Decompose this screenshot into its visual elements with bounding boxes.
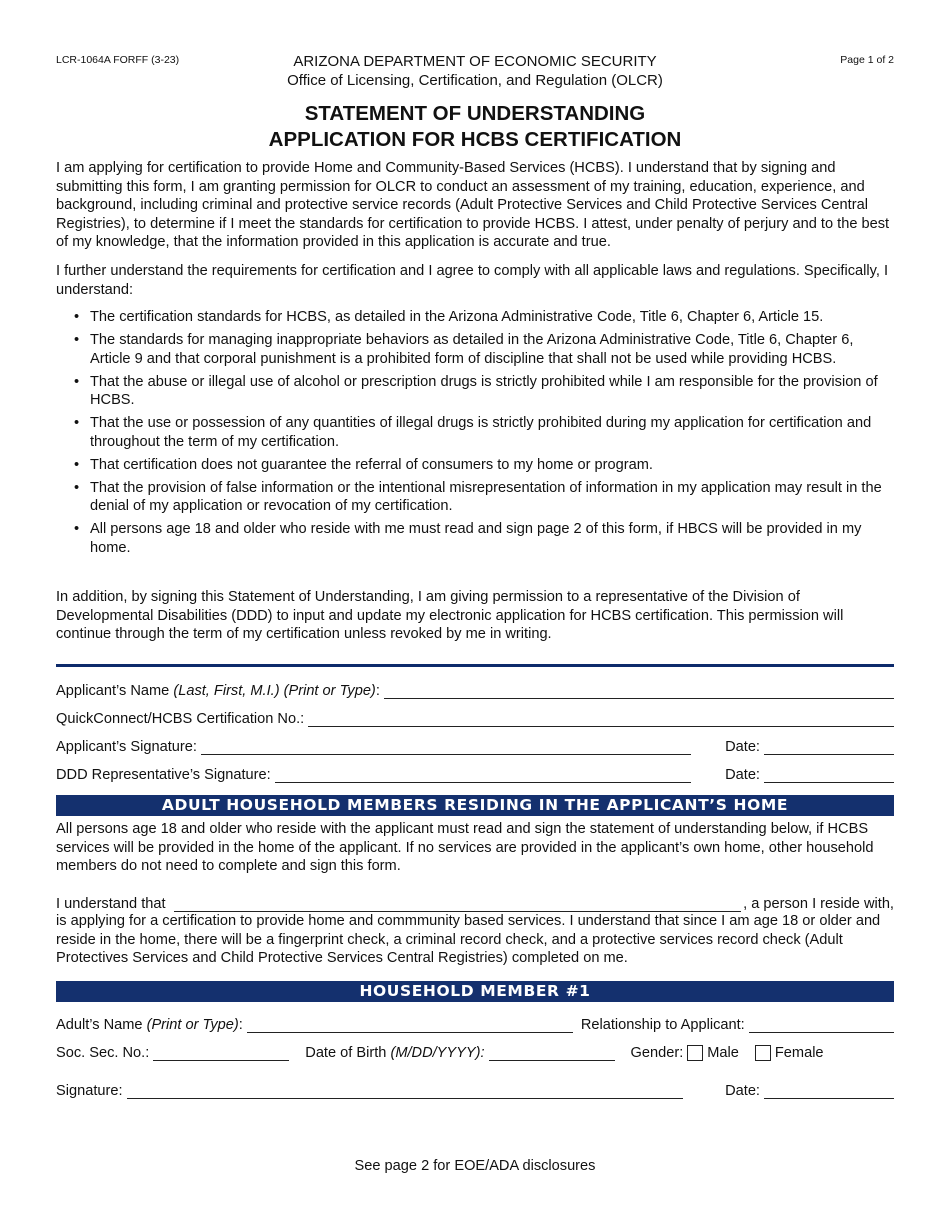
applicant-date-field[interactable] [764,738,894,755]
form-page [56,0,894,1230]
ddd-signature-field[interactable] [275,766,691,783]
ddd-signature-label: DDD Representative’s Signature: [56,767,271,783]
member-name-label: Adult’s Name (Print or Type): [56,1017,243,1033]
adult-members-heading: ADULT HOUSEHOLD MEMBERS RESIDING IN THE APPLICANT’S HOME [56,795,894,816]
household-member-heading: HOUSEHOLD MEMBER #1 [56,981,894,1002]
title-line-1: STATEMENT OF UNDERSTANDING [304,102,646,125]
female-label: Female [774,1045,824,1061]
ssn-label: Soc. Sec. No.: [56,1045,150,1061]
adult-members-paragraph: All persons age 18 and older who reside with the applicant must read and sign the statement of understanding below, if HCBS services will be provided in the home of the applicant. If no services are provided in the applicant’s own home, other household members do not need to complete and sign this form. [56,821,874,874]
relationship-field[interactable] [749,1016,894,1033]
applicant-name-label: Applicant’s Name (Last, First, M.I.) (Print or Type): [56,683,380,699]
title-line-2: APPLICATION FOR HCBS CERTIFICATION [268,128,682,151]
certification-number-label: QuickConnect/HCBS Certification No.: [56,711,305,727]
list-item: • That the abuse or illegal use of alcohol or prescription drugs is strictly prohibited while I am responsible for the provision of HCBS. [56,373,894,410]
permission-paragraph: In addition, by signing this Statement of Understanding, I am giving permission to a representative of the Division of Developmental Disabilities (DDD) to input and update my electronic application for HCBS certification. This permission will continue through the term of my certification unless revoked by me in writing. [56,589,844,642]
understand-prefix: I understand that [56,896,166,912]
member-signature-row [56,1077,894,1099]
requirements-list [56,308,894,562]
dob-label: Date of Birth (M/DD/YYYY): [305,1045,485,1061]
dob-field[interactable] [489,1044,615,1061]
applicant-signature-row [56,733,894,755]
applicant-name-field[interactable] [384,682,894,699]
list-item: • That certification does not guarantee the referral of consumers to my home or program. [56,456,894,475]
understand-paragraph: is applying for a certification to provide home and commmunity based services. I understand that since I am age 18 or older and reside in the home, there will be a fingerprint check, a criminal record check, and a protective services record check (Adult Protectives Services and Child Protective Services Central Registries) completed on me. [56,913,881,966]
relationship-label: Relationship to Applicant: [580,1017,745,1033]
ddd-date-label: Date: [725,767,760,783]
list-item: • The certification standards for HCBS, as detailed in the Arizona Administrative Code, Title 6, Chapter 6, Article 15. [56,308,894,327]
certification-number-row [56,705,894,727]
agency-header [56,52,894,90]
form-title [56,101,894,153]
agency-name: ARIZONA DEPARTMENT OF ECONOMIC SECURITY [293,53,657,70]
list-item: • The standards for managing inappropriate behaviors as detailed in the Arizona Administrative Code, Title 6, Chapter 6, Article 9 and that corporal punishment is a prohibited form of discipline that shall not be used while providing HCBS. [56,331,894,368]
member-date-field[interactable] [764,1082,894,1099]
male-label: Male [707,1045,739,1061]
applicant-signature-label: Applicant’s Signature: [56,739,197,755]
section-divider [56,664,894,667]
list-item: • That the use or possession of any quantities of illegal drugs is strictly prohibited during my application for certification and throughout the term of my certification. [56,414,894,451]
list-item: • All persons age 18 and older who reside with me must read and sign page 2 of this form, if HBCS will be provided in my home. [56,520,894,557]
member-details-row [56,1039,894,1061]
applicant-signature-field[interactable] [201,738,691,755]
member-name-row [56,1011,894,1033]
understand-suffix: , a person I reside with, [743,896,894,912]
form-id: LCR-1064A FORFF (3-23) [56,54,180,66]
ddd-signature-row [56,761,894,783]
ssn-field[interactable] [153,1044,289,1061]
gender-label: Gender: [630,1045,684,1061]
member-signature-field[interactable] [127,1082,684,1099]
member-date-label: Date: [725,1083,760,1099]
certification-number-field[interactable] [308,710,894,727]
further-paragraph: I further understand the requirements for certification and I agree to comply with all applicable laws and regulations. Specifically, I understand: [56,263,889,298]
member-name-field[interactable] [247,1016,573,1033]
footer-note: See page 2 for EOE/ADA disclosures [354,1158,596,1174]
page-number: Page 1 of 2 [840,54,894,66]
member-signature-label: Signature: [56,1083,123,1099]
applicant-name-row [56,677,894,699]
office-name: Office of Licensing, Certification, and Regulation (OLCR) [287,72,663,89]
list-item: • That the provision of false information or the intentional misrepresentation of information in my application may result in the denial of my application or revocation of my certification. [56,479,894,516]
applicant-date-label: Date: [725,739,760,755]
female-checkbox[interactable] [755,1045,771,1061]
male-checkbox[interactable] [687,1045,703,1061]
intro-paragraph: I am applying for certification to provide Home and Community-Based Services (HCBS). I understand that by signing and submitting this form, I am granting permission for OLCR to conduct an assessment of my training, education, experience, and background, including criminal and protective service records (Adult Protective Services and Child Protective Services Central Registries), to determine if I meet the standards for certification to provide HCBS. I attest, under penalty of perjury and to the best of my knowledge, that the information provided in this application is accurate and true. [56,160,890,250]
applicant-name-blank[interactable] [174,895,742,912]
understand-row [56,890,894,912]
ddd-date-field[interactable] [764,766,894,783]
